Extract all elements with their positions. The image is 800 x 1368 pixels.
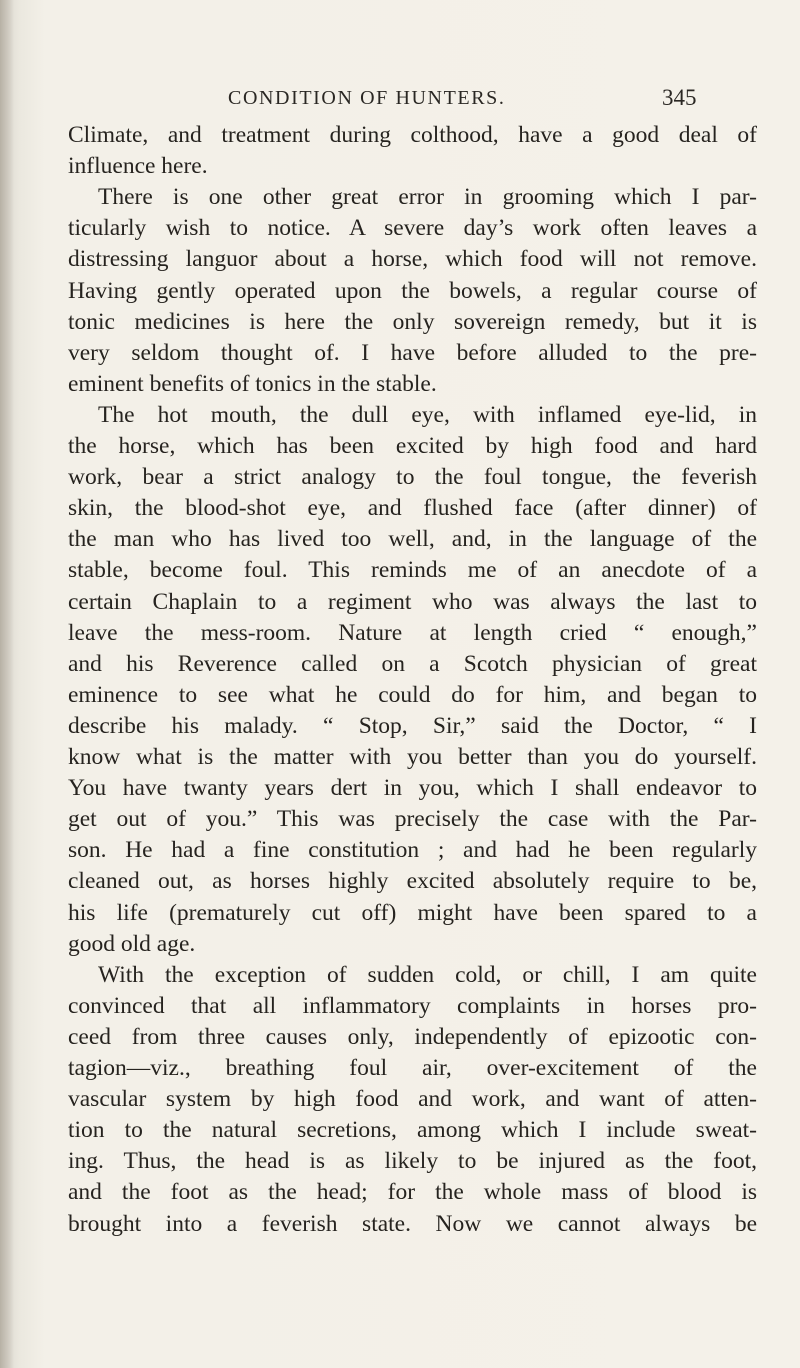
text-line: very seldom thought of. I have before alluded to the pre- xyxy=(68,339,757,366)
text-line: good old age. xyxy=(68,930,196,957)
text-line: tion to the natural secretions, among which I include sweat- xyxy=(68,1117,757,1144)
text-line: With the exception of sudden cold, or chill, I am quite xyxy=(98,961,757,988)
text-line: distressing languor about a horse, which food will not remove. xyxy=(68,246,757,273)
text-line: eminence to see what he could do for him, and began to xyxy=(68,681,757,708)
text-line: leave the mess-room. Nature at length cried “ enough,” xyxy=(68,619,757,646)
text-line: describe his malady. “ Stop, Sir,” said the Doctor, “ I xyxy=(68,712,757,739)
text-line: Climate, and treatment during colthood, have a good deal of xyxy=(68,122,757,148)
text-line: vascular system by high food and work, and want of atten- xyxy=(68,1086,757,1113)
text-line: know what is the matter with you better than you do yourself. xyxy=(68,744,757,770)
running-head xyxy=(0,85,800,115)
binding-edge xyxy=(0,0,14,1368)
text-line: ticularly wish to notice. A severe day’s work often leaves a xyxy=(68,215,757,242)
text-line: the horse, which has been excited by high food and hard xyxy=(68,433,757,459)
text-line: brought into a feverish state. Now we cannot always be xyxy=(68,1210,757,1237)
text-line: the man who has lived too well, and, in the language of the xyxy=(68,526,757,553)
text-line: influence here. xyxy=(68,153,208,180)
text-line: tonic medicines is here the only sovereign remedy, but it is xyxy=(68,308,757,335)
text-line: stable, become foul. This reminds me of an anecdote of a xyxy=(68,557,757,584)
text-line: tagion—viz., breathing foul air, over-excitement of the xyxy=(68,1055,757,1081)
text-line: ing. Thus, the head is as likely to be injured as the foot, xyxy=(68,1148,757,1175)
text-line: Having gently operated upon the bowels, a regular course of xyxy=(68,277,757,304)
page-number: 345 xyxy=(662,85,697,110)
text-line: ceed from three causes only, independently of epizootic con- xyxy=(68,1023,757,1050)
text-line: son. He had a fine constitution ; and had he been regularly xyxy=(68,837,757,864)
text-line: skin, the blood-shot eye, and flushed face (after dinner) of xyxy=(68,495,757,522)
text-line: work, bear a strict analogy to the foul tongue, the feverish xyxy=(68,464,757,491)
text-line: cleaned out, as horses highly excited absolutely require to be, xyxy=(68,868,757,895)
text-line: and his Reverence called on a Scotch physician of great xyxy=(68,650,757,677)
text-line: You have twanty years dert in you, which I shall endeavor to xyxy=(68,775,757,802)
text-line: eminent benefits of tonics in the stable. xyxy=(68,370,437,397)
running-head-title: CONDITION OF HUNTERS. xyxy=(228,87,506,109)
text-line: There is one other great error in grooming which I par- xyxy=(98,184,757,211)
text-line: The hot mouth, the dull eye, with inflamed eye-lid, in xyxy=(98,401,757,428)
text-line: convinced that all inflammatory complaints in horses pro- xyxy=(68,992,757,1019)
text-line: get out of you.” This was precisely the case with the Par- xyxy=(68,806,757,833)
text-line: and the foot as the head; for the whole mass of blood is xyxy=(68,1179,757,1206)
text-line: certain Chaplain to a regiment who was always the last to xyxy=(68,588,757,615)
text-line: his life (prematurely cut off) might have been spared to a xyxy=(68,899,757,926)
